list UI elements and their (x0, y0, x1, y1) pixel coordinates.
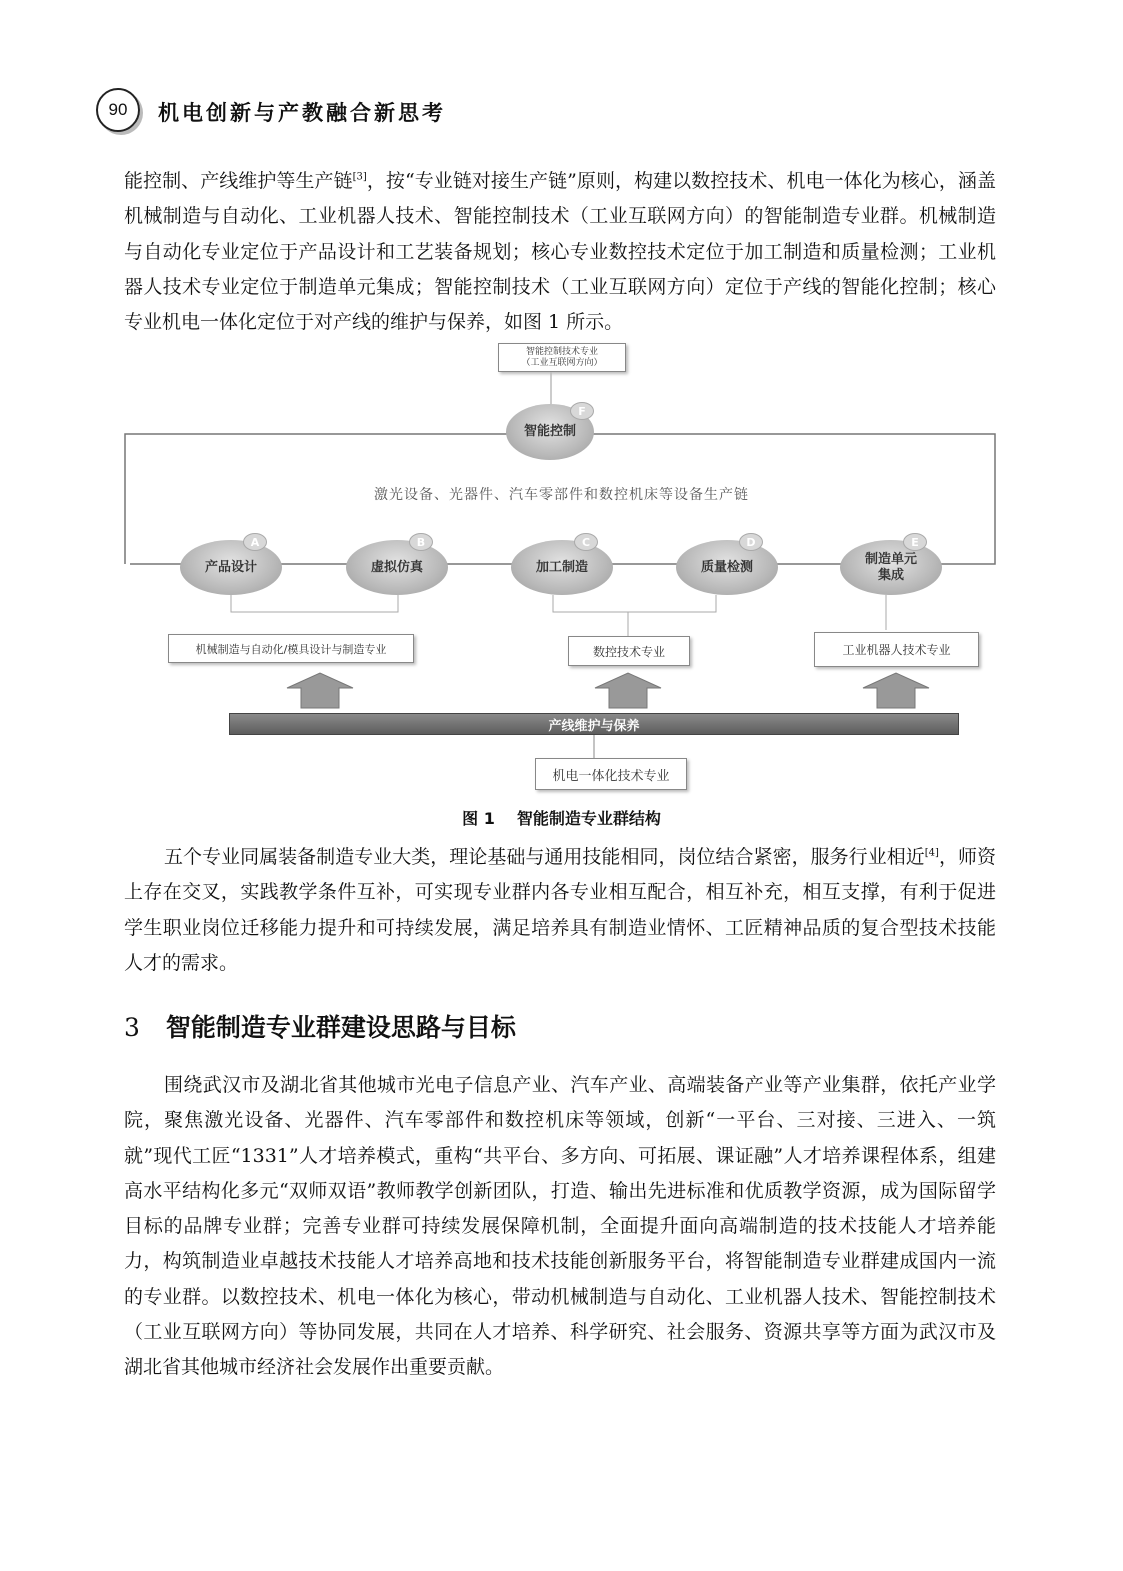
node-badge-a: A (243, 533, 267, 551)
node-badge-c: C (574, 533, 598, 551)
caption-label: 图 1 (462, 809, 495, 828)
node-label: 产品设计 (204, 559, 257, 575)
node-label: 制造单元 集成 (864, 551, 917, 583)
figure-caption (0, 806, 1123, 829)
node-badge-d: D (739, 533, 763, 551)
node-badge-b: B (409, 533, 433, 551)
running-header-title: 机电创新与产教融合新思考 (158, 101, 446, 125)
major-box-robotics: 工业机器人技术专业 (814, 632, 979, 667)
arrow-up-3 (863, 673, 929, 708)
citation-4[interactable]: [4] (924, 847, 939, 859)
chain-label: 激光设备、光器件、汽车零部件和数控机床等设备生产链 (374, 487, 749, 503)
major-box-cnc: 数控技术专业 (568, 636, 690, 666)
paragraph-3: 围绕武汉市及湖北省其他城市光电子信息产业、汽车产业、高端装备产业等产业集群，依托产业学院，聚焦激光设备、光器件、汽车零部件和数控机床等领域，创新“一平台、三对接、三进入、一筑就”现代工匠“1331”人才培养模式，重构“共平台、多方向、可拓展、课证融”人才培养课程体系，组建高水平结构化多元“双师双语”教师教学创新团队，打造、输出先进标准和优质教学资源，成为国际留学目标的品牌专业群；完善专业群可持续发展保障机制，全面提升面向高端制造的技术技能人才培养能力，构筑制造业卓越技术技能人才培养高地和技术技能创新服务平台，将智能制造专业群建成国内一流的专业群。以数控技术、机电一体化为核心，带动机械制造与自动化、工业机器人技术、智能控制技术（工业互联网方向）等协同发展，共同在人才培养、科学研究、社会服务、资源共享等方面为武汉市及湖北省其他城市经济社会发展作出重要贡献。 (124, 1074, 996, 1379)
major-box-intelligent-control (498, 343, 626, 372)
page-number: 90 (96, 88, 140, 132)
section-number: 3 (124, 1013, 140, 1042)
node-badge-e: E (903, 533, 927, 551)
intro-text-part2: ，按“专业链对接生产链”原则，构建以数控技术、机电一体化为核心，涵盖机械制造与自动化、工业机器人技术、智能控制技术（工业互联网方向）的智能制造专业群。机械制造与自动化专业定位于产品设计和工艺装备规划；核心专业数控技术定位于加工制造和质量检测；工业机器人技术专业定位于制造单元集成；智能控制技术（工业互联网方向）定位于产线的智能化控制；核心专业机电一体化定位于对产线的维护与保养，如图 1 所示。 (124, 170, 996, 334)
major-box-line1: 智能控制技术专业 (525, 346, 598, 357)
major-box-mechanical: 机械制造与自动化/模具设计与制造专业 (168, 634, 414, 663)
major-box-mechatronics: 机电一体化技术专业 (535, 758, 687, 790)
caption-text: 智能制造专业群结构 (516, 809, 661, 828)
node-quality-inspection (676, 540, 778, 595)
intro-text-part1: 能控制、产线维护等生产链 (124, 170, 353, 192)
line-maintenance-bar: 产线维护与保养 (229, 713, 959, 735)
node-virtual-simulation (346, 540, 448, 595)
section-title: 智能制造专业群建设思路与目标 (165, 1013, 516, 1042)
node-label: 质量检测 (700, 559, 753, 575)
node-product-design (180, 540, 282, 595)
arrow-up-1 (287, 673, 353, 708)
major-box-line2: （工业互联网方向） (521, 357, 603, 368)
paragraph-2-part1: 五个专业同属装备制造专业大类，理论基础与通用技能相同，岗位结合紧密，服务行业相近 (164, 846, 925, 868)
node-cell-integration (840, 540, 942, 595)
section-heading (124, 1008, 516, 1044)
arrow-up-2 (595, 673, 661, 708)
node-machining (511, 540, 613, 595)
connector-cd (553, 595, 716, 636)
node-label: 加工制造 (535, 559, 588, 575)
node-badge-f: F (570, 402, 594, 420)
paragraph-2-part2: ，师资上存在交叉，实践教学条件互补，可实现专业群内各专业相互配合，相互补充，相互支撑，有利于促进学生职业岗位迁移能力提升和可持续发展，满足培养具有制造业情怀、工匠精神品质的复合型技术技能人才的需求。 (124, 846, 996, 974)
node-label: 智能控制 (523, 424, 576, 439)
connector-ab (231, 595, 398, 612)
node-label: 虚拟仿真 (370, 559, 423, 575)
citation-3[interactable]: [3] (352, 171, 367, 183)
paragraph-2 (124, 840, 996, 981)
